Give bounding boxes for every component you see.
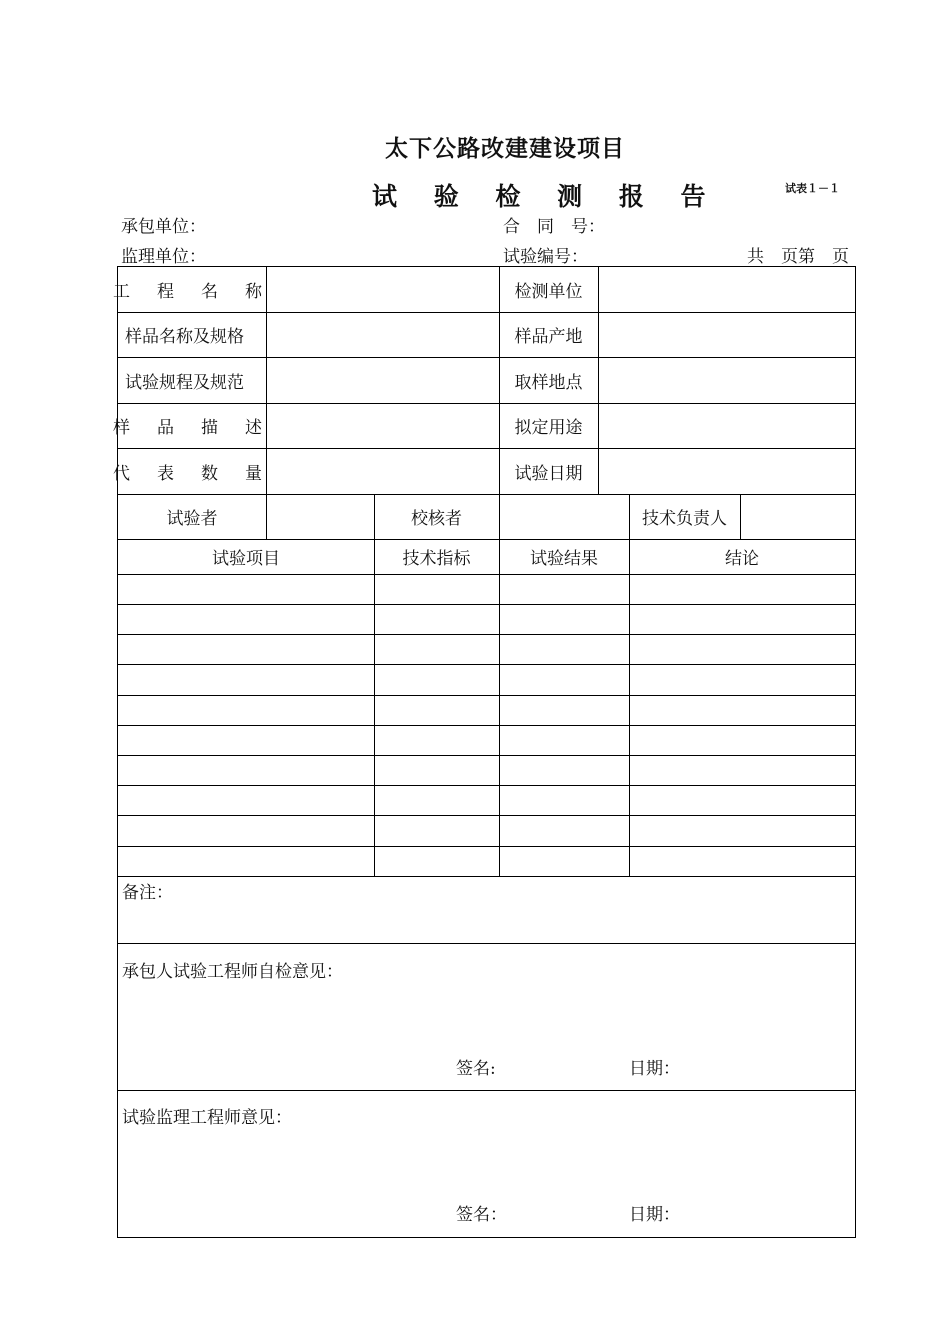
tester-label: 试验者 [166, 509, 218, 529]
test-date-label: 试验日期 [514, 463, 583, 484]
contractor-label: 承包单位： [121, 217, 206, 237]
test-standard-label: 试验规程及规范 [125, 372, 244, 393]
report-title: 试 验 检 测 报 告 [372, 182, 720, 211]
row-divider [118, 846, 855, 847]
col-divider [499, 539, 500, 876]
row-divider [118, 574, 855, 575]
sample-origin-label: 样品产地 [514, 327, 583, 347]
sample-description-label: 样 品 描 述 [113, 418, 262, 438]
row-divider [118, 1090, 855, 1091]
row-divider [118, 755, 855, 756]
supervisor-label: 监理单位： [121, 247, 206, 267]
row-divider [118, 725, 855, 726]
row-divider [118, 943, 855, 944]
row-divider [118, 785, 855, 786]
supervisor-opinion-label: 试验监理工程师意见： [122, 1107, 292, 1128]
row-divider [118, 815, 855, 816]
col-divider [266, 267, 267, 494]
contractor-sign-label: 签名: [456, 1058, 496, 1079]
col-divider [266, 494, 267, 539]
report-table [113, 266, 856, 1238]
sampling-location-label: 取样地点 [514, 372, 583, 393]
row-divider [118, 695, 855, 696]
test-item-header: 试验项目 [212, 549, 280, 569]
row-divider [118, 634, 855, 635]
page-count-label: 共 页第 页 [747, 247, 849, 267]
project-title: 太下公路改建建设项目 [385, 136, 625, 162]
testing-unit-label: 检测单位 [514, 282, 583, 302]
reviewer-label: 校核者 [411, 509, 462, 529]
row-divider [118, 876, 855, 877]
form-number: 试表１－１ [785, 182, 840, 195]
intended-use-label: 拟定用途 [514, 418, 583, 438]
col-divider [598, 267, 599, 494]
row-divider [118, 664, 855, 665]
representative-quantity-label: 代 表 数 量 [113, 463, 262, 484]
sample-name-spec-label: 样品名称及规格 [125, 327, 244, 347]
contract-no-label: 合 同 号： [503, 217, 605, 237]
row-divider [118, 604, 855, 605]
col-divider [740, 494, 741, 539]
remarks-label: 备注： [122, 882, 173, 903]
supervisor-date-label: 日期： [629, 1204, 680, 1225]
supervisor-sign-label: 签名： [456, 1204, 507, 1225]
tech-index-header: 技术指标 [402, 549, 471, 569]
conclusion-header: 结论 [725, 549, 759, 569]
project-name-label: 工 程 名 称 [113, 282, 262, 302]
contractor-opinion-label: 承包人试验工程师自检意见： [122, 961, 343, 982]
test-result-header: 试验结果 [530, 549, 598, 569]
contractor-date-label: 日期： [629, 1058, 680, 1079]
tech-lead-label: 技术负责人 [642, 509, 727, 529]
test-no-label: 试验编号： [503, 247, 588, 267]
